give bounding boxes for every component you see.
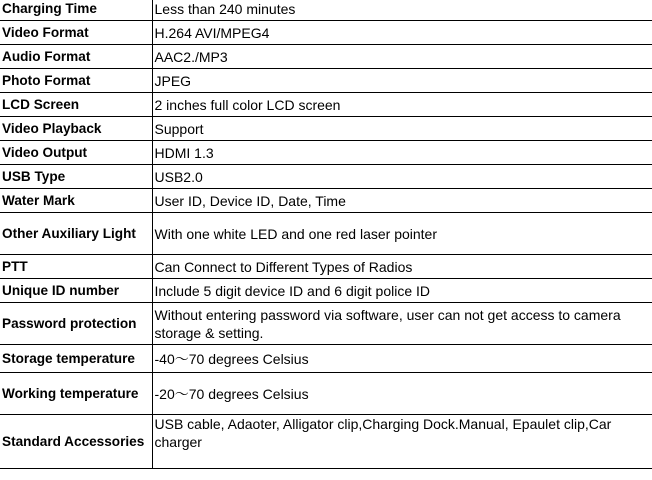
row-label: Video Format — [0, 21, 152, 45]
row-label: Unique ID number — [0, 279, 152, 303]
row-label: Audio Format — [0, 45, 152, 69]
row-label: Video Output — [0, 141, 152, 165]
table-row-video-output — [0, 141, 652, 165]
table-row-water-mark — [0, 189, 652, 213]
row-value: AAC2./MP3 — [152, 45, 652, 69]
row-value: Without entering password via software, user can not get access to camera storage & setting. — [152, 303, 652, 345]
row-label: Video Playback — [0, 117, 152, 141]
row-value: Include 5 digit device ID and 6 digit police ID — [152, 279, 652, 303]
row-value: -40～70 degrees Celsius — [152, 345, 652, 373]
table-row-storage-temperature — [0, 345, 652, 373]
row-label: LCD Screen — [0, 93, 152, 117]
row-value: 2 inches full color LCD screen — [152, 93, 652, 117]
row-label: PTT — [0, 255, 152, 279]
table-row-photo-format — [0, 69, 652, 93]
table-row-standard-accessories — [0, 415, 652, 469]
table-row-ptt — [0, 255, 652, 279]
row-value: User ID, Device ID, Date, Time — [152, 189, 652, 213]
row-label: Water Mark — [0, 189, 152, 213]
row-value: USB cable, Adaoter, Alligator clip,Charging Dock.Manual, Epaulet clip,Car charger — [152, 415, 652, 469]
row-label: Other Auxiliary Light — [0, 213, 152, 255]
table-row-password-protection — [0, 303, 652, 345]
row-value: JPEG — [152, 69, 652, 93]
table-row-charging-time — [0, 0, 652, 21]
row-value: HDMI 1.3 — [152, 141, 652, 165]
row-label: Charging Time — [0, 0, 152, 21]
row-value: USB2.0 — [152, 165, 652, 189]
row-value: With one white LED and one red laser pointer — [152, 213, 652, 255]
row-label: Password protection — [0, 303, 152, 345]
table-row-usb-type — [0, 165, 652, 189]
row-value: Can Connect to Different Types of Radios — [152, 255, 652, 279]
table-row-video-playback — [0, 117, 652, 141]
row-value: H.264 AVI/MPEG4 — [152, 21, 652, 45]
row-label: Working temperature — [0, 373, 152, 415]
table-row-working-temperature — [0, 373, 652, 415]
table-row-video-format — [0, 21, 652, 45]
row-label: Standard Accessories — [0, 415, 152, 469]
row-label: USB Type — [0, 165, 152, 189]
table-row-auxiliary-light — [0, 213, 652, 255]
row-value: -20～70 degrees Celsius — [152, 373, 652, 415]
table-row-audio-format — [0, 45, 652, 69]
row-value: Support — [152, 117, 652, 141]
row-label: Photo Format — [0, 69, 152, 93]
row-label: Storage temperature — [0, 345, 152, 373]
table-row-unique-id — [0, 279, 652, 303]
row-value: Less than 240 minutes — [152, 0, 652, 21]
table-row-lcd-screen — [0, 93, 652, 117]
